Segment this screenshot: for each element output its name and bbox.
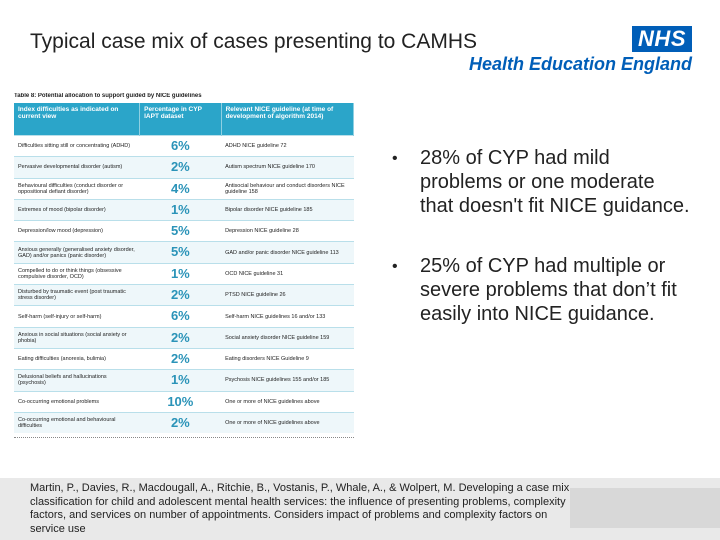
percentage-cell: 1% [140,370,221,391]
table-row [14,221,354,242]
guideline-cell: GAD and/or panic disorder NICE guideline 113 [221,242,353,263]
bullet-list [392,146,692,362]
header-difficulties: Index difficulties as indicated on current view [14,103,140,136]
guideline-cell: Social anxiety disorder NICE guideline 159 [221,327,353,348]
percentage-cell: 10% [140,391,221,412]
header-guideline: Relevant NICE guideline (at time of development of algorithm 2014) [221,103,353,136]
difficulty-cell: Self-harm (self-injury or self-harm) [14,306,140,327]
percentage-cell: 4% [140,178,221,199]
nice-guideline-table [14,103,354,433]
slide-title: Typical case mix of cases presenting to CAMHS [30,30,478,53]
bullet-marker: • [392,258,398,275]
guideline-cell: Depression NICE guideline 28 [221,221,353,242]
citation-text: Martin, P., Davies, R., Macdougall, A., Ritchie, B., Vostanis, P., Whale, A., & Wolpert, M. Developing a case mix classification for child and adolescent mental health services: the influence of presenting problems, complexity factors, and services on number of appointments. Considers impact of problems and complexity factors on service use [30,482,570,535]
bullet-item [392,254,692,326]
difficulty-cell: Anxious generally (generalised anxiety disorder, GAD) and/or panics (panic disorder) [14,242,140,263]
table-row [14,306,354,327]
table-row [14,242,354,263]
difficulty-cell: Difficulties sitting still or concentrating (ADHD) [14,136,140,157]
difficulty-cell: Behavioural difficulties (conduct disorder or oppositional defiant disorder) [14,178,140,199]
guideline-cell: Bipolar disorder NICE guideline 185 [221,199,353,220]
nhs-hee-logo [469,26,692,75]
difficulty-cell: Disturbed by traumatic event (post traumatic stress disorder) [14,285,140,306]
table-row [14,348,354,369]
table-row [14,391,354,412]
guideline-cell: OCD NICE guideline 31 [221,263,353,284]
difficulty-cell: Pervasive developmental disorder (autism) [14,157,140,178]
difficulty-cell: Anxious in social situations (social anxiety or phobia) [14,327,140,348]
nice-guideline-table-image [14,93,354,438]
table-row [14,199,354,220]
difficulty-cell: Extremes of mood (bipolar disorder) [14,199,140,220]
table-row [14,263,354,284]
difficulty-cell: Delusional beliefs and hallucinations (psychosis) [14,370,140,391]
bullet-item [392,146,692,218]
hee-logo-text: Health Education England [468,54,692,74]
guideline-cell: Antisocial behaviour and conduct disorders NICE guideline 158 [221,178,353,199]
difficulty-cell: Compelled to do or think things (obsessive compulsive disorder, OCD) [14,263,140,284]
percentage-cell: 2% [140,327,221,348]
table-row [14,157,354,178]
percentage-cell: 1% [140,263,221,284]
table-header-row [14,103,354,136]
guideline-cell: ADHD NICE guideline 72 [221,136,353,157]
percentage-cell: 2% [140,412,221,433]
table-row [14,370,354,391]
difficulty-cell: Co-occurring emotional problems [14,391,140,412]
table-caption: Table 8: Potential allocation to support guided by NICE guidelines [14,93,202,99]
guideline-cell: One or more of NICE guidelines above [221,412,353,433]
bullet-marker: • [392,150,398,167]
percentage-cell: 2% [140,285,221,306]
difficulty-cell: Co-occurring emotional and behavioural difficulties [14,412,140,433]
guideline-cell: Self-harm NICE guidelines 16 and/or 133 [221,306,353,327]
guideline-cell: PTSD NICE guideline 26 [221,285,353,306]
table-row [14,412,354,433]
bullet-text: 28% of CYP had mild problems or one moderate that doesn't fit NICE guidance. [420,147,690,217]
header-percentage: Percentage in CYP IAPT dataset [140,103,221,136]
percentage-cell: 2% [140,348,221,369]
difficulty-cell: Depression/low mood (depression) [14,221,140,242]
percentage-cell: 1% [140,199,221,220]
table-row [14,285,354,306]
percentage-cell: 2% [140,157,221,178]
guideline-cell: Psychosis NICE guidelines 155 and/or 185 [221,370,353,391]
table-row [14,327,354,348]
percentage-cell: 5% [140,242,221,263]
difficulty-cell: Eating difficulties (anorexia, bulimia) [14,348,140,369]
guideline-cell: Eating disorders NICE Guideline 9 [221,348,353,369]
guideline-cell: One or more of NICE guidelines above [221,391,353,412]
table-row [14,178,354,199]
percentage-cell: 6% [140,306,221,327]
percentage-cell: 5% [140,221,221,242]
guideline-cell: Autism spectrum NICE guideline 170 [221,157,353,178]
nhs-logo: NHS [632,26,692,52]
table-bottom-rule [14,437,354,438]
percentage-cell: 6% [140,136,221,157]
footer-accent-strip [570,488,720,528]
bullet-text: 25% of CYP had multiple or severe problems that don’t fit easily into NICE guidance. [420,255,677,325]
table-row [14,136,354,157]
